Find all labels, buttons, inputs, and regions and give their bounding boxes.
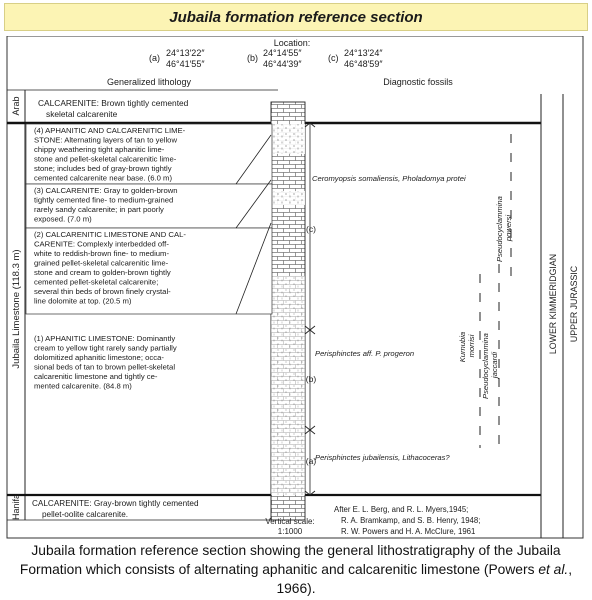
unit-2-text	[33, 230, 188, 306]
morrisi-line-2: morrisi	[467, 334, 476, 358]
range-label-kurnubia-morrisi	[458, 330, 476, 363]
location-a	[149, 48, 205, 69]
jaccardi-line-1: Pseudocyclammina	[481, 333, 490, 399]
unit-4-line-3: chippy weathering tight aphanitic lime-	[34, 145, 165, 154]
unit-2-line-8: line dolomite at top. (20.5 m)	[34, 296, 132, 306]
powersi-line-1: Pseudocyclammina	[495, 196, 504, 262]
unit-2-line-7: several thin beds of brown finely crystal-	[34, 287, 171, 296]
location-b-lon: 46°44′39″	[263, 59, 302, 69]
section-mark-b: (b)	[305, 374, 317, 384]
age-lower-kimmeridgian: LOWER KIMMERIDGIAN	[548, 253, 558, 355]
unit-4-line-4: stone and pellet-skeletal calcarenitic lime-	[34, 154, 177, 164]
lithology-column-heading: Generalized lithology	[106, 77, 192, 87]
hanifa-line-1: CALCARENITE: Gray-brown tightly cemented	[32, 499, 199, 508]
morrisi-line-1: Kurnubia	[458, 331, 467, 363]
unit-1-pattern	[271, 276, 305, 495]
arab-line-1: CALCARENITE: Brown tightly cemented	[38, 98, 189, 108]
location-b	[247, 48, 302, 69]
range-label-pseudocyclammina-jaccardi	[481, 331, 499, 399]
unit-1-line-3: dolomitized aphanitic limestone; occa-	[34, 353, 164, 362]
hanifa-line-2: pellet-oolite calcarenite.	[42, 510, 129, 519]
fossil-perisphinctes-jubailensis: Perisphinctes jubailensis, Lithacoceras?	[315, 453, 450, 462]
unit-2-line-2: CARENITE: Complexly interbedded off-	[34, 239, 169, 249]
location-label: Location:	[273, 38, 311, 48]
age-upper-jurassic: UPPER JURASSIC	[569, 265, 579, 343]
unit-2-line-3: white to reddish-brown fine- to medium-	[34, 249, 170, 258]
vertical-scale-label: Vertical scale:	[265, 517, 315, 526]
reference-3: R. W. Powers and H. A. McClure, 1961	[341, 527, 476, 536]
caption-et-al: et al.	[538, 562, 569, 577]
location-c-lon: 46°48′59″	[344, 59, 383, 69]
location-c	[328, 48, 383, 69]
dolomite-beds	[271, 191, 305, 205]
formation-jubaila: Jubaila Limestone (118.3 m)	[11, 249, 22, 369]
formation-arab: Arab	[11, 96, 21, 116]
formation-hanifa: Hanifa	[11, 493, 21, 521]
location-a-lat: 24°13′22″	[166, 48, 205, 58]
unit-3-line-4: exposed. (7.0 m)	[34, 214, 92, 224]
unit-2-line-1: (2) CALCARENITIC LIMESTONE AND CAL-	[34, 230, 186, 239]
unit-3-line-2: tightly cemented fine- to medium-grained	[34, 195, 174, 205]
hanifa-calcarenite-text	[32, 499, 201, 519]
unit-1-line-4: sional beds of tan to brown pellet-skeletal	[34, 362, 176, 372]
location-b-tag: (b)	[247, 53, 258, 63]
unit-4-text	[34, 126, 187, 183]
unit-4-line-6: cemented calcarenite near base. (6.0 m)	[34, 173, 173, 183]
range-label-pseudocyclammina-powersi	[495, 194, 513, 262]
reference-1: After E. L. Berg, and R. L. Myers,1945;	[334, 505, 469, 514]
unit-4-chippy-pattern	[271, 124, 305, 154]
unit-2-line-6: cemented pellet-skeletal calcarenite;	[34, 277, 159, 287]
unit-2-line-4: grained pellet-skeletal calcarenitic lime-	[34, 258, 169, 268]
fossil-perisphinctes-progeron: Perisphinctes aff. P. progeron	[315, 349, 415, 358]
jaccardi-line-2: jaccardi	[490, 351, 499, 379]
unit-1-text	[34, 334, 179, 391]
vertical-scale-value: 1:1000	[277, 527, 303, 536]
unit-1-line-1: (1) APHANITIC LIMESTONE: Dominantly	[34, 334, 176, 343]
caption-text: Jubaila formation reference section showing the general lithostratigraphy of the Jubaila Formation which consists of alternating aphanitic and calcarenitic limestone (Powers	[19, 543, 561, 577]
section-mark-c: (c)	[306, 224, 316, 234]
unit-1-line-5: calcarenitic limestone and tightly ce-	[34, 372, 158, 381]
unit-4-line-5: stone; includes bed of gray-brown tightly	[34, 164, 172, 173]
unit-2-line-5: stone and cream to golden-brown tightly	[34, 268, 171, 277]
unit-1-line-6: mented calcarenite. (84.8 m)	[34, 381, 132, 391]
location-c-tag: (c)	[328, 53, 339, 63]
fossil-ceromyopsis: Ceromyopsis somaliensis, Pholadomya protei	[312, 174, 466, 183]
location-b-lat: 24°14′55″	[263, 48, 302, 58]
reference-2: R. A. Bramkamp, and S. B. Henry, 1948;	[341, 516, 481, 525]
caption-year: , 1966).	[276, 562, 573, 596]
unit-4-line-2: STONE: Alternating layers of tan to yellow	[34, 135, 177, 145]
location-c-lat: 24°13′24″	[344, 48, 383, 58]
unit-1-line-2: cream to yellow tight rarely sandy partially	[34, 343, 177, 353]
unit-3-line-3: rarely sandy calcarenite; in part poorly	[34, 205, 164, 214]
figure-header	[4, 3, 588, 31]
location-a-tag: (a)	[149, 53, 160, 63]
figure-title: Jubaila formation reference section	[169, 8, 423, 26]
stratigraphic-section-figure	[4, 36, 588, 540]
arab-calcarenite-text	[38, 98, 191, 119]
unit-4-line-1: (4) APHANITIC AND CALCARENITIC LIME-	[34, 126, 186, 135]
powersi-line-2: powersi	[504, 214, 513, 242]
arab-line-2: skeletal calcarenite	[46, 109, 118, 119]
figure-caption	[4, 541, 588, 598]
section-mark-a: (a)	[305, 456, 317, 466]
location-a-lon: 46°41′55″	[166, 59, 205, 69]
unit-3-line-1: (3) CALCARENITE: Gray to golden-brown	[34, 186, 178, 195]
fossils-column-heading: Diagnostic fossils	[383, 77, 453, 87]
